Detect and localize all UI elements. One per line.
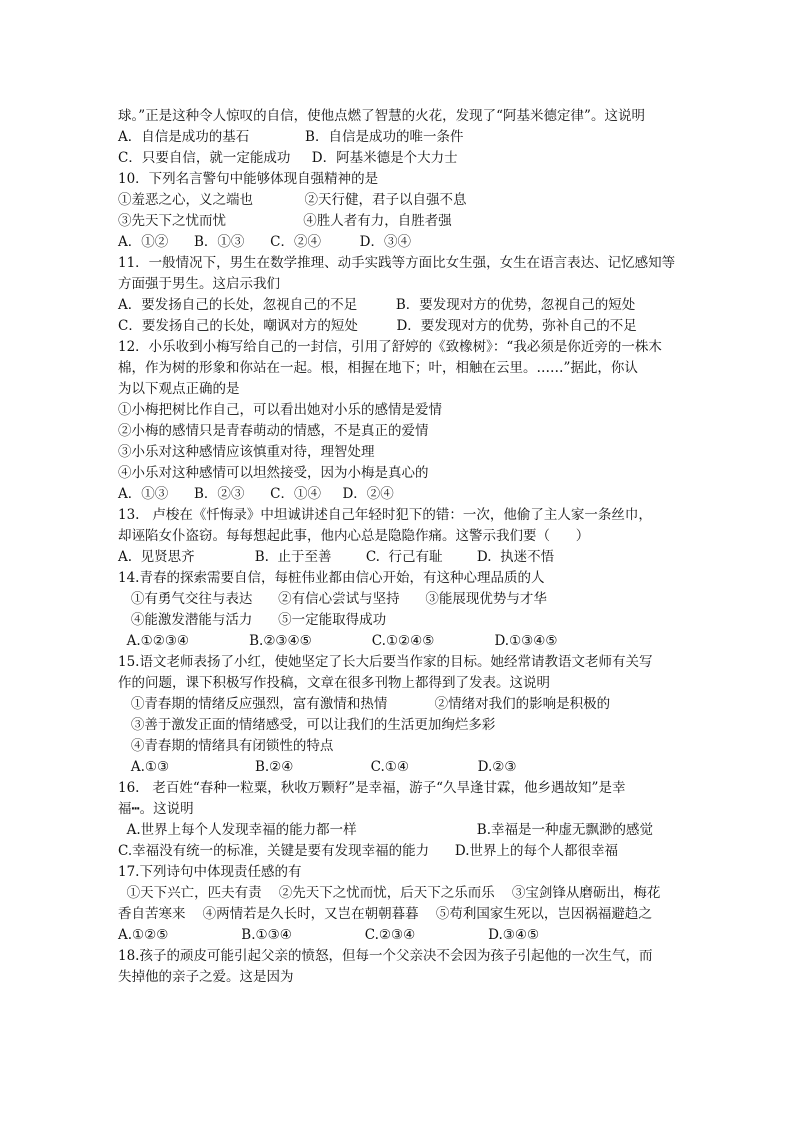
- question-9-options-ab: A．自信是成功的基石 B．自信是成功的唯一条件: [118, 129, 464, 145]
- question-12-stem: 12．小乐收到小梅写给自己的一封信，引用了舒婷的《致橡树》：“我必须是你近旁的一株木: [118, 339, 662, 355]
- question-10-item-3-4: ③先天下之忧而忧 ④胜人者有力，自胜者强: [118, 213, 452, 229]
- question-14-stem: 14.青春的探索需要自信，每桩伟业都由信心开始，有这种心理品质的人: [118, 570, 545, 586]
- question-9-options-cd: C．只要自信，就一定能成功 D．阿基米德是个大力士: [118, 150, 458, 166]
- question-10-options: A．①② B．①③ C．②④ D．③④: [118, 234, 411, 250]
- question-10-item-1-2: ①羞恶之心，义之端也 ②天行健，君子以自强不息: [118, 192, 467, 208]
- question-15-stem: 15.语文老师表扬了小红，使她坚定了长大后要当作家的目标。她经常请教语文老师有关写: [118, 654, 653, 670]
- question-16-stem: 16. 老百姓“春种一粒粟，秋收万颗籽”是幸福，游子“久旱逢甘霖，他乡遇故知”是幸: [118, 780, 626, 796]
- question-14-options: A.①②③④ B.②③④⑤ C.①②④⑤ D.①③④⑤: [118, 633, 558, 649]
- question-17-options: A.①②⑤ B.①③④ C.②③④ D.③④⑤: [118, 927, 540, 943]
- question-15-options: A.①③ B.②④ C.①④ D.②③: [118, 759, 517, 775]
- question-10-stem: 10．下列名言警句中能够体现自强精神的是: [118, 171, 379, 187]
- question-18-stem-continued: 失掉他的亲子之爱。这是因为: [118, 969, 294, 985]
- question-14-items-1-3: ①有勇气交往与表达 ②有信心尝试与坚持 ③能展现优势与才华: [118, 591, 547, 607]
- question-17-stem: 17.下列诗句中体现责任感的有: [118, 864, 302, 880]
- question-11-stem: 11．一般情况下，男生在数学推理、动手实践等方面比女生强，女生在语言表达、记忆感知等: [118, 255, 676, 271]
- question-16-stem-continued: 福┅。这说明: [118, 801, 194, 817]
- question-12-options: A．①③ B．②③ C．①④ D．②④: [118, 486, 394, 502]
- question-15-item-4: ④青春期的情绪具有闭锁性的特点: [118, 738, 334, 754]
- question-12-item-2: ②小梅的感情只是青春萌动的情感，不是真正的爱情: [118, 423, 429, 439]
- question-11-stem-continued: 方面强于男生。这启示我们: [118, 276, 280, 292]
- question-12-stem-end: 为以下观点正确的是: [118, 381, 240, 397]
- question-15-item-3: ③善于激发正面的情绪感受，可以让我们的生活更加绚烂多彩: [118, 717, 496, 733]
- question-11-options-ab: A．要发扬自己的长处，忽视自己的不足 B．要发现对方的优势，忽视自己的短处: [118, 297, 636, 313]
- question-12-item-4: ④小乐对这种感情可以坦然接受，因为小梅是真心的: [118, 465, 429, 481]
- question-16-options-ab: A.世界上每个人发现幸福的能力都一样 B.幸福是一种虚无飘渺的感觉: [118, 822, 653, 838]
- question-15-items-1-2: ①青春期的情绪反应强烈，富有激情和热情 ②情绪对我们的影响是积极的: [118, 696, 611, 712]
- question-16-options-cd: C.幸福没有统一的标准，关键是要有发现幸福的能力 D.世界上的每个人都很幸福: [118, 843, 619, 859]
- question-14-items-4-5: ④能激发潜能与活力 ⑤一定能取得成功: [118, 612, 387, 628]
- question-13-stem: 13. 卢梭在《忏悔录》中坦诚讲述自己年轻时犯下的错：一次，他偷了主人家一条丝巾，: [118, 507, 652, 523]
- question-15-stem-continued: 作的问题，课下积极写作投稿，文章在很多刊物上都得到了发表。这说明: [118, 675, 550, 691]
- question-17-items: ①天下兴亡，匹夫有责 ②先天下之忧而忧，后天下之乐而乐 ③宝剑锋从磨砺出，梅花: [118, 885, 661, 901]
- question-17-items-continued: 香自苦寒来 ④两情若是久长时，又岂在朝朝暮暮 ⑤苟利国家生死以，岂因祸福避趋之: [118, 906, 652, 922]
- question-18-stem: 18.孩子的顽皮可能引起父亲的愤怒，但每一个父亲决不会因为孩子引起他的一次生气，而: [118, 948, 653, 964]
- question-12-item-3: ③小乐对这种感情应该慎重对待，理智处理: [118, 444, 375, 460]
- question-9-stem-continued: 球。”正是这种令人惊叹的自信，使他点燃了智慧的火花，发现了“阿基米德定律”。这说明: [118, 108, 645, 124]
- question-13-stem-continued: 却诬陷女仆盗窃。每每想起此事，他内心总是隐隐作痛。这警示我们要（ ）: [118, 528, 590, 544]
- question-13-options: A. 见贤思齐 B. 止于至善 C. 行己有耻 D. 执迷不悟: [118, 549, 555, 565]
- question-12-item-1: ①小梅把树比作自己，可以看出她对小乐的感情是爱情: [118, 402, 442, 418]
- question-11-options-cd: C．要发扬自己的长处，嘲讽对方的短处 D．要发现对方的优势，弥补自己的不足: [118, 318, 637, 334]
- question-12-stem-continued: 棉，作为树的形象和你站在一起。根，相握在地下；叶，相触在云里。……”据此，你认: [118, 360, 638, 376]
